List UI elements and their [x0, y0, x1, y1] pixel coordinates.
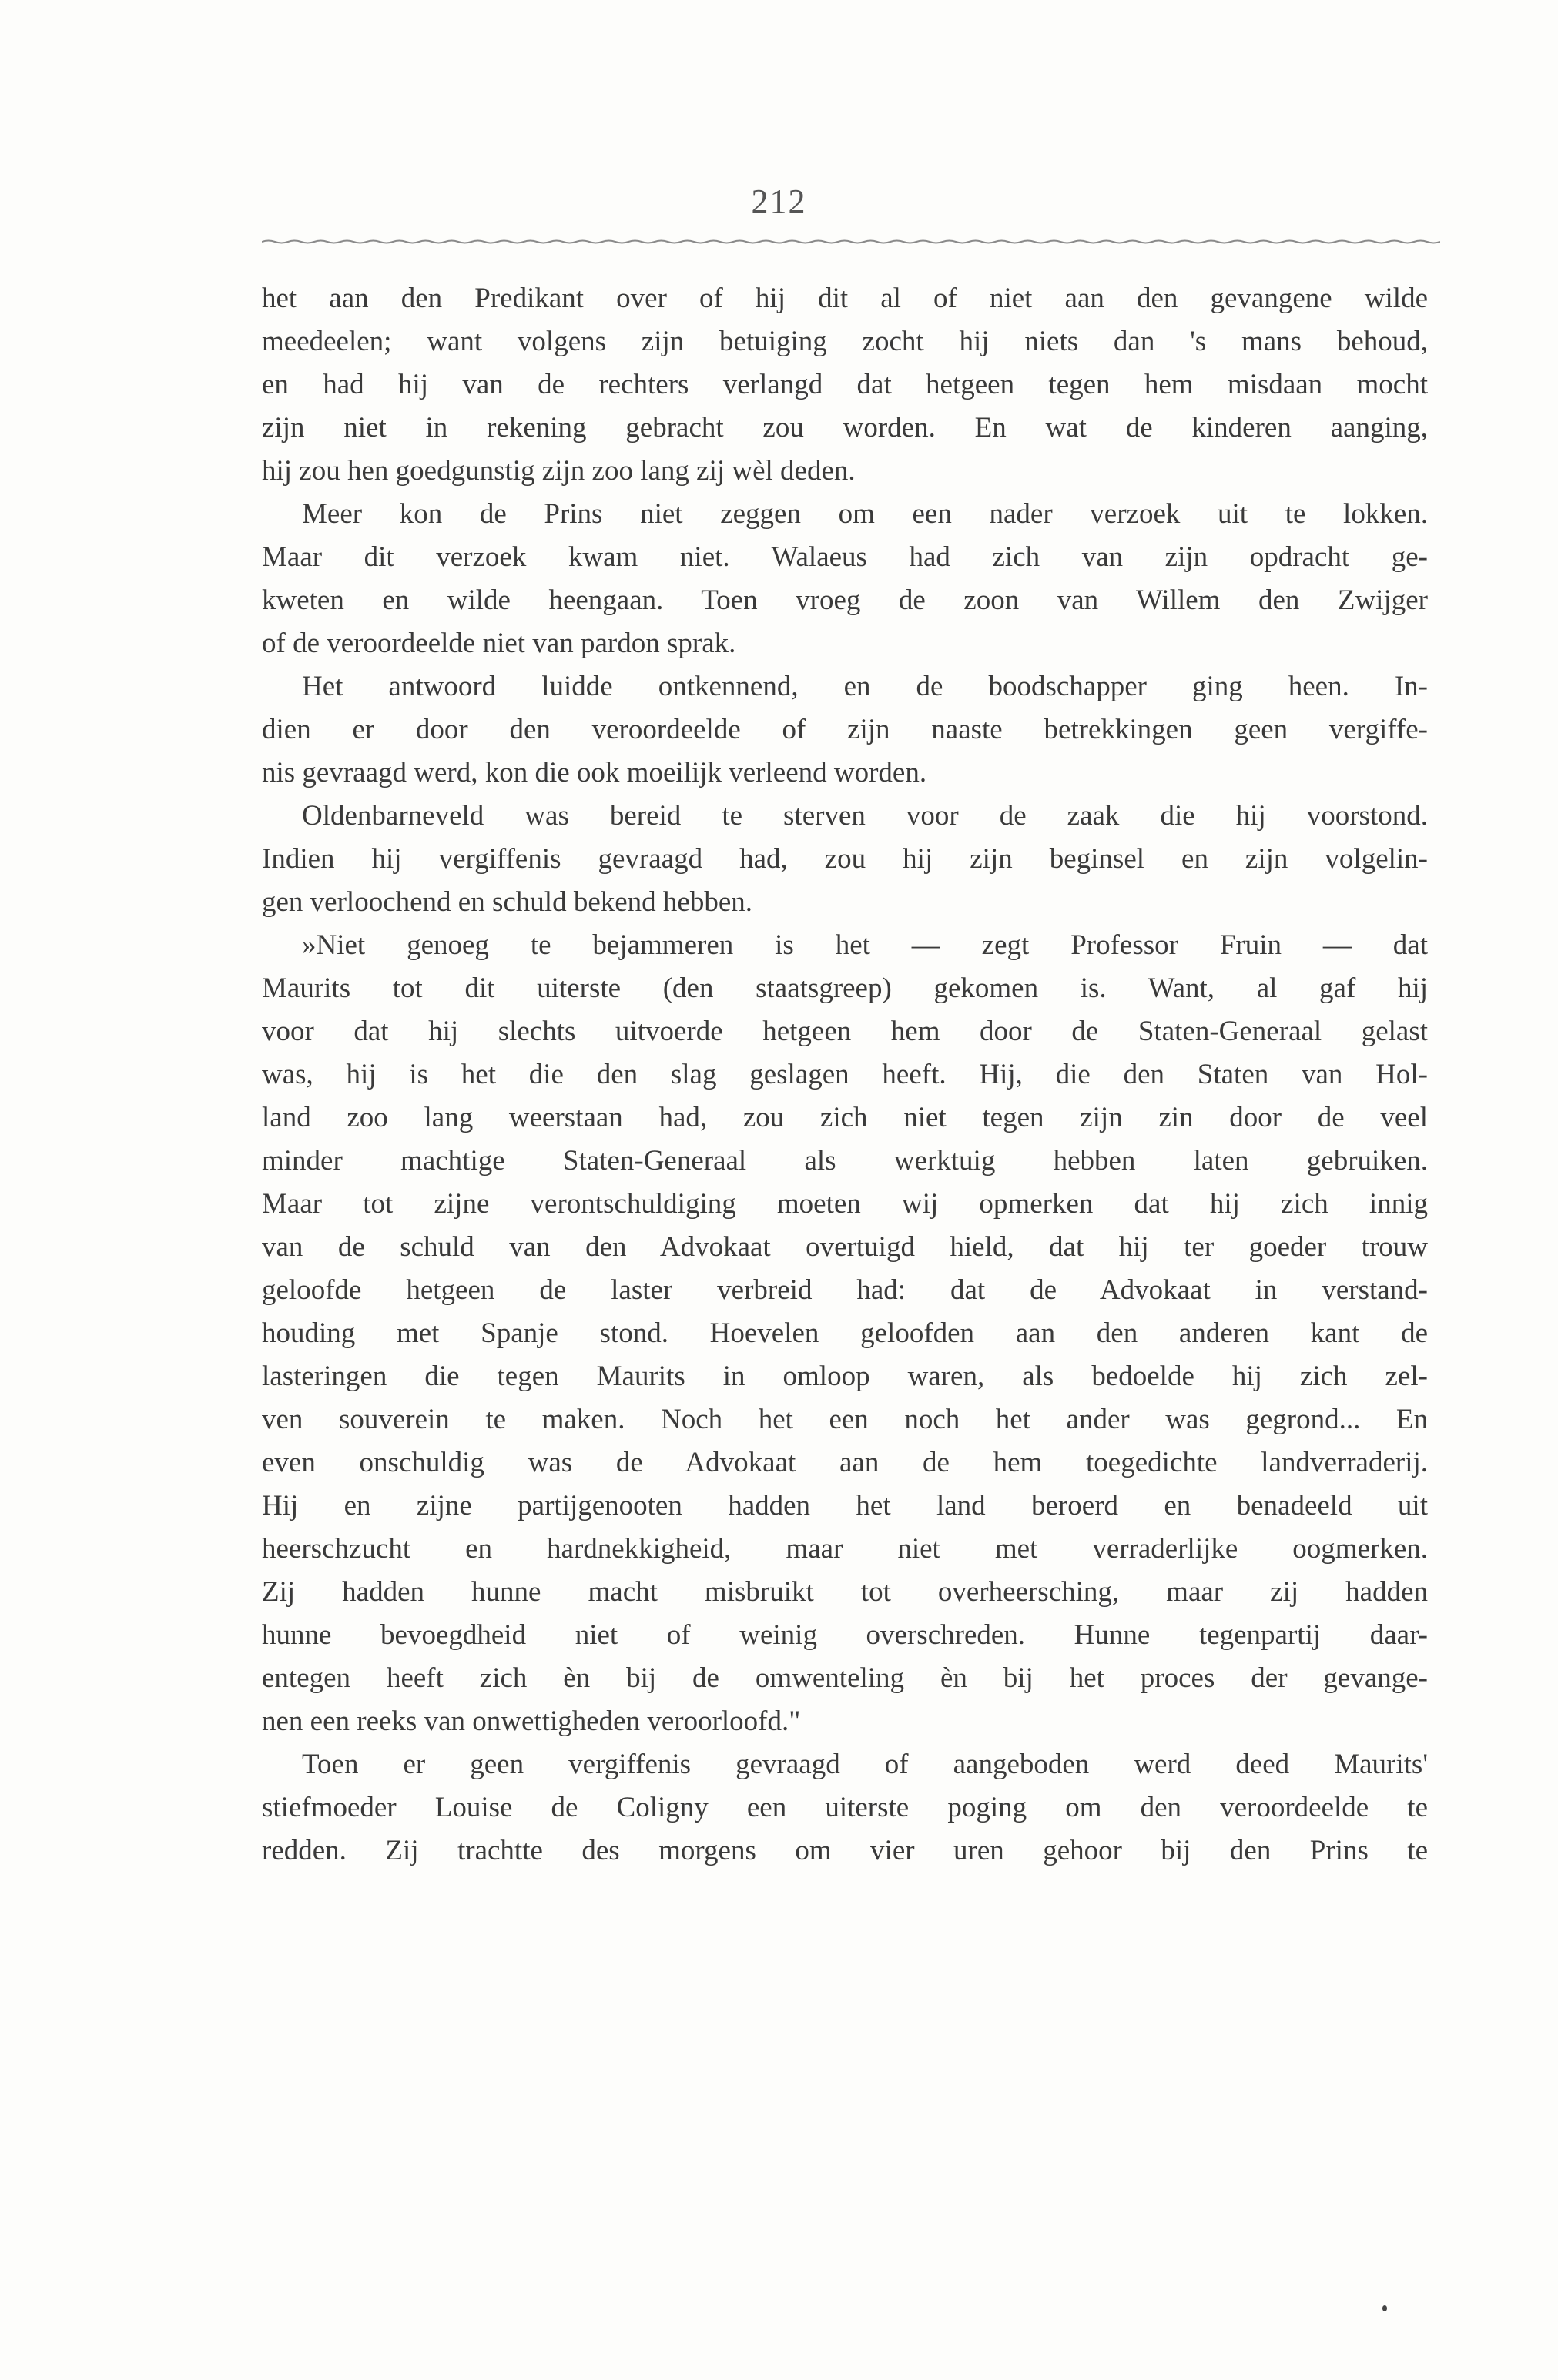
text-line: zijn niet in rekening gebracht zou worden. En wat de kinderen aanging, — [262, 412, 1428, 444]
text-line: redden. Zij trachtte des morgens om vier uren gehoor bij den Prins te — [262, 1835, 1428, 1866]
text-line: kweten en wilde heengaan. Toen vroeg de zoon van Willem den Zwijger — [262, 584, 1428, 616]
wavy-rule-line — [262, 234, 1440, 249]
text-line: »Niet genoeg te bejammeren is het — zegt Professor Fruin — dat — [302, 929, 1428, 961]
text-line: Indien hij vergiffenis gevraagd had, zou hij zijn beginsel en zijn volgelin- — [262, 843, 1428, 875]
text-line: gen verloochend en schuld bekend hebben. — [262, 886, 753, 918]
text-line: Oldenbarneveld was bereid te sterven voor de zaak die hij voorstond. — [302, 800, 1428, 832]
text-line: meedeelen; want volgens zijn betuiging zocht hij niets dan 's mans behoud, — [262, 326, 1428, 357]
text-line: minder machtige Staten-Generaal als werktuig hebben laten gebruiken. — [262, 1145, 1428, 1177]
text-line: voor dat hij slechts uitvoerde hetgeen hem door de Staten-Generaal gelast — [262, 1016, 1428, 1047]
text-line: heerschzucht en hardnekkigheid, maar niet met verraderlijke oogmerken. — [262, 1533, 1428, 1565]
text-line: lasteringen die tegen Maurits in omloop waren, als bedoelde hij zich zel- — [262, 1361, 1428, 1392]
body-text — [262, 277, 1428, 1873]
text-line: Hij en zijne partijgenooten hadden het land beroerd en benadeeld uit — [262, 1490, 1428, 1521]
ink-speck — [1382, 2305, 1387, 2311]
text-line: hij zou hen goedgunstig zijn zoo lang zij wèl deden. — [262, 455, 856, 487]
text-line: Meer kon de Prins niet zeggen om een nader verzoek uit te lokken. — [302, 498, 1428, 530]
text-line: geloofde hetgeen de laster verbreid had: dat de Advokaat in verstand- — [262, 1274, 1428, 1306]
text-line: of de veroordeelde niet van pardon sprak. — [262, 628, 736, 659]
text-line: stiefmoeder Louise de Coligny een uiterste poging om den veroordeelde te — [262, 1792, 1428, 1823]
text-line: nen een reeks van onwettigheden veroorloofd." — [262, 1705, 801, 1737]
text-line: entegen heeft zich èn bij de omwenteling èn bij het proces der gevange- — [262, 1662, 1428, 1694]
text-line: en had hij van de rechters verlangd dat hetgeen tegen hem misdaan mocht — [262, 369, 1428, 400]
text-line: houding met Spanje stond. Hoevelen geloofden aan den anderen kant de — [262, 1317, 1428, 1349]
text-line: van de schuld van den Advokaat overtuigd hield, dat hij ter goeder trouw — [262, 1231, 1428, 1263]
text-line: even onschuldig was de Advokaat aan de hem toegedichte landverraderij. — [262, 1447, 1428, 1478]
text-line: Het antwoord luidde ontkennend, en de boodschapper ging heen. In- — [302, 671, 1428, 702]
text-line: Maurits tot dit uiterste (den staatsgreep) gekomen is. Want, al gaf hij — [262, 972, 1428, 1004]
text-line: Maar dit verzoek kwam niet. Walaeus had zich van zijn opdracht ge- — [262, 541, 1428, 573]
text-line: hunne bevoegdheid niet of weinig overschreden. Hunne tegenpartij daar- — [262, 1619, 1428, 1651]
text-line: land zoo lang weerstaan had, zou zich niet tegen zijn zin door de veel — [262, 1102, 1428, 1133]
text-line: het aan den Predikant over of hij dit al of niet aan den gevangene wilde — [262, 283, 1428, 314]
text-line: ven souverein te maken. Noch het een noch het ander was gegrond... En — [262, 1404, 1428, 1435]
text-line: Toen er geen vergiffenis gevraagd of aangeboden werd deed Maurits' — [302, 1749, 1428, 1780]
text-line: Maar tot zijne verontschuldiging moeten wij opmerken dat hij zich innig — [262, 1188, 1428, 1220]
page-number: 212 — [751, 182, 807, 220]
text-line: nis gevraagd werd, kon die ook moeilijk verleend worden. — [262, 757, 927, 788]
text-line: was, hij is het die den slag geslagen heeft. Hij, die den Staten van Hol- — [262, 1059, 1428, 1090]
text-line: dien er door den veroordeelde of zijn naaste betrekkingen geen vergiffe- — [262, 714, 1428, 745]
ornamental-wavy-rule — [262, 234, 1440, 249]
text-line: Zij hadden hunne macht misbruikt tot overheersching, maar zij hadden — [262, 1576, 1428, 1608]
